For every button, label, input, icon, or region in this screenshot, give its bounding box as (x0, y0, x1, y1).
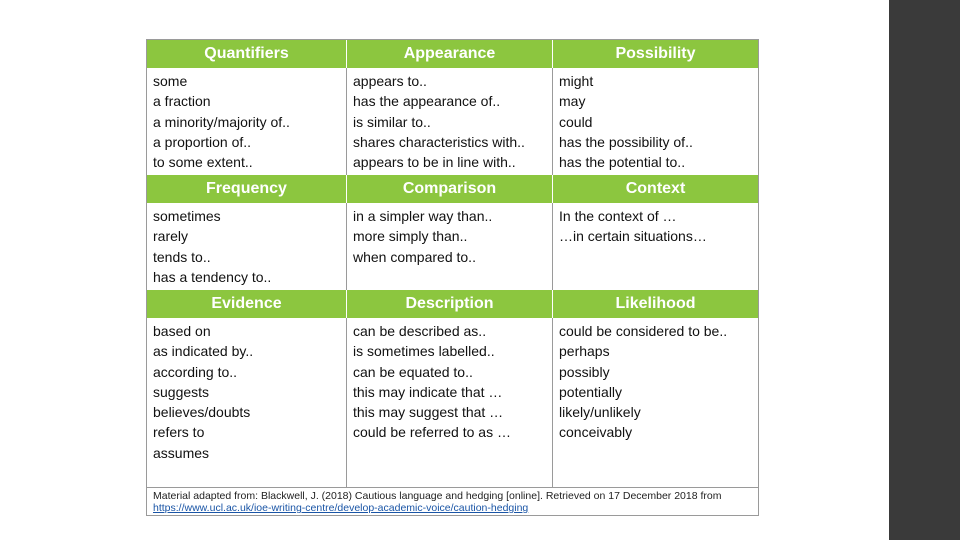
header-row (147, 40, 758, 68)
header-evidence: Evidence (147, 290, 347, 318)
list-item: appears to be in line with.. (353, 154, 516, 171)
body-row (147, 318, 758, 487)
list-item: has the possibility of.. (559, 133, 693, 150)
list-item: a fraction (153, 93, 211, 110)
list-item: this may suggest that … (353, 404, 504, 421)
list-item: could be considered to be.. (559, 323, 728, 339)
body-row (147, 68, 758, 175)
list-item: perhaps (559, 343, 610, 360)
header-description: Description (347, 290, 553, 318)
list-item: believes/doubts (153, 404, 251, 421)
header-quantifiers: Quantifiers (147, 40, 347, 68)
list-item: to some extent.. (153, 154, 253, 171)
list-item: assumes (153, 444, 210, 461)
header-context: Context (625, 180, 686, 197)
hedging-language-table (146, 39, 759, 516)
description-cell (347, 318, 553, 487)
header-appearance: Appearance (347, 40, 553, 68)
appearance-cell (347, 68, 553, 175)
list-item: appears to.. (353, 73, 427, 89)
source-link[interactable]: https://www.ucl.ac.uk/ioe-writing-centre/develop-academic-voice/caution-hedging (153, 502, 529, 514)
citation-text: Material adapted from: Blackwell, J. (2018) Cautious language and hedging [online]. Retrieved on 17 December 2018 from (153, 490, 722, 502)
header-likelihood: Likelihood (615, 295, 696, 312)
header-frequency: Frequency (147, 175, 347, 203)
list-item: shares characteristics with.. (353, 133, 525, 150)
list-item: this may indicate that … (353, 383, 503, 400)
list-item: has the potential to.. (559, 154, 686, 171)
list-item: as indicated by.. (153, 343, 254, 360)
list-item: …in certain situations… (559, 228, 707, 245)
list-item: more simply than.. (353, 228, 468, 245)
list-item: possibly (559, 363, 610, 380)
header-row (147, 290, 758, 318)
list-item: could be referred to as … (353, 424, 511, 441)
slide-side-bar (889, 0, 960, 540)
list-item: has the appearance of.. (353, 93, 501, 110)
header-row (147, 175, 758, 203)
list-item: potentially (559, 383, 623, 400)
list-item: in a simpler way than.. (353, 208, 493, 224)
list-item: when compared to.. (353, 248, 476, 265)
list-item: sometimes (153, 208, 221, 224)
list-item: based on (153, 323, 211, 339)
list-item: some (153, 73, 188, 89)
frequency-cell (147, 203, 347, 290)
comparison-cell (347, 203, 553, 290)
list-item: has a tendency to.. (153, 268, 272, 285)
list-item: suggests (153, 383, 210, 400)
body-row (147, 203, 758, 290)
list-item: could (559, 113, 593, 130)
list-item: is sometimes labelled.. (353, 343, 495, 360)
header-comparison: Comparison (347, 175, 553, 203)
list-item: a minority/majority of.. (153, 113, 290, 130)
quantifiers-cell (147, 68, 347, 175)
evidence-cell (147, 318, 347, 487)
list-item: can be described as.. (353, 323, 487, 339)
list-item: a proportion of.. (153, 133, 252, 150)
list-item: according to.. (153, 363, 238, 380)
possibility-cell (553, 68, 758, 175)
likelihood-cell (553, 318, 758, 487)
context-cell (553, 203, 758, 290)
header-possibility: Possibility (615, 45, 696, 62)
list-item: can be equated to.. (353, 363, 473, 380)
list-item: tends to.. (153, 248, 211, 265)
list-item: refers to (153, 424, 205, 441)
list-item: In the context of … (559, 208, 677, 224)
list-item: may (559, 93, 586, 110)
list-item: rarely (153, 228, 189, 245)
list-item: might (559, 73, 594, 89)
source-citation (147, 487, 758, 515)
list-item: likely/unlikely (559, 404, 641, 421)
list-item: conceivably (559, 424, 633, 441)
list-item: is similar to.. (353, 113, 431, 130)
